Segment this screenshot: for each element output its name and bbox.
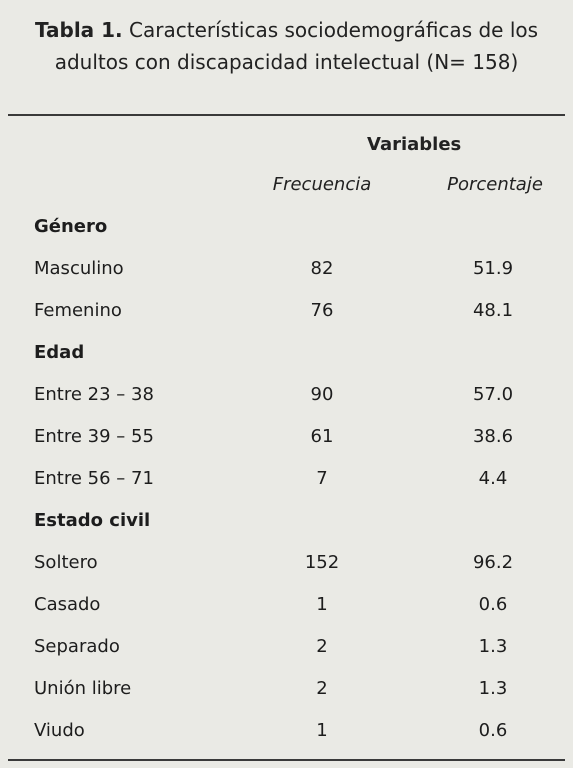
cell-frecuencia: 7: [316, 468, 328, 489]
section-label: Edad: [34, 342, 85, 363]
row-label: Entre 56 – 71: [34, 468, 154, 489]
row-label: Entre 39 – 55: [34, 426, 154, 447]
cell-frecuencia: 76: [310, 300, 334, 321]
cell-porcentaje: 1.3: [478, 636, 508, 657]
caption-line-1: [0, 14, 573, 46]
caption-label: Tabla 1.: [34, 18, 123, 42]
cell-frecuencia: 152: [304, 552, 340, 573]
group-header: Variables: [367, 134, 462, 155]
cell-porcentaje: 0.6: [478, 594, 508, 615]
row-label: Entre 23 – 38: [34, 384, 154, 405]
table-row: [0, 254, 573, 284]
cell-porcentaje: 57.0: [472, 384, 514, 405]
cell-porcentaje: 48.1: [472, 300, 514, 321]
caption-line-2: adultos con discapacidad intelectual (N= 158): [54, 50, 519, 74]
cell-frecuencia: 2: [316, 636, 328, 657]
cell-porcentaje: 38.6: [472, 426, 514, 447]
caption-text-1: Características sociodemográficas de los: [129, 18, 539, 42]
row-label: Viudo: [34, 720, 85, 741]
table-row: [0, 716, 573, 746]
section-label: Estado civil: [34, 510, 151, 531]
table-row: [0, 632, 573, 662]
table-row: [0, 548, 573, 578]
cell-frecuencia: 82: [310, 258, 334, 279]
cell-porcentaje: 51.9: [472, 258, 514, 279]
table-row: [0, 380, 573, 410]
column-header-porcentaje: Porcentaje: [447, 174, 543, 195]
row-label: Unión libre: [34, 678, 132, 699]
section-row: [0, 338, 573, 368]
cell-porcentaje: 96.2: [472, 552, 514, 573]
table-row: [0, 422, 573, 452]
cell-porcentaje: 4.4: [478, 468, 508, 489]
row-label: Separado: [34, 636, 120, 657]
table-caption: [0, 14, 573, 78]
table-row: [0, 590, 573, 620]
cell-frecuencia: 1: [316, 594, 328, 615]
row-label: Femenino: [34, 300, 122, 321]
section-row: [0, 212, 573, 242]
row-label: Masculino: [34, 258, 124, 279]
table-top-rule: [8, 114, 565, 116]
section-row: [0, 506, 573, 536]
table-bottom-rule: [8, 759, 565, 761]
cell-frecuencia: 61: [310, 426, 334, 447]
cell-frecuencia: 90: [310, 384, 334, 405]
table-row: [0, 464, 573, 494]
row-label: Casado: [34, 594, 101, 615]
cell-porcentaje: 1.3: [478, 678, 508, 699]
row-label: Soltero: [34, 552, 98, 573]
cell-porcentaje: 0.6: [478, 720, 508, 741]
cell-frecuencia: 2: [316, 678, 328, 699]
section-label: Género: [34, 216, 108, 237]
table-row: [0, 674, 573, 704]
table-row: [0, 296, 573, 326]
cell-frecuencia: 1: [316, 720, 328, 741]
column-header-frecuencia: Frecuencia: [272, 174, 372, 195]
